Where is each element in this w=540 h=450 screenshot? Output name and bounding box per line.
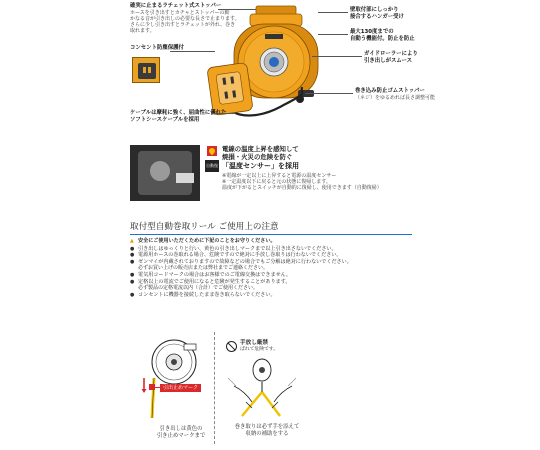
callout-angle-body: 自動う機能付。防止を防止 — [350, 35, 415, 42]
list-item: ● 引き出しはゆっくりと行い、黄色の引き出しマークまで以上引き出さないでください。 — [130, 245, 337, 252]
prohibited-icon — [226, 341, 237, 352]
pull-mark-illustration — [140, 338, 204, 418]
hands-guide-illustration — [222, 356, 302, 418]
sensor-note-1: ※電線が一定以上に上昇すると電源の温度センサー — [222, 172, 337, 179]
caption-right-1: 巻き取りは必ず手を添えて — [234, 424, 300, 430]
ban-title: 手放し厳禁 — [240, 340, 268, 346]
callout-angle — [350, 29, 415, 42]
callout-guide-title: ガイドローラーにより — [364, 51, 418, 57]
sensor-photo — [130, 145, 200, 201]
list-sub-item: 必ずお買い上げの販売店または弊社までご連絡ください。 — [138, 265, 269, 272]
caution-intro-row — [130, 238, 412, 245]
leader-line — [318, 34, 348, 35]
callout-guide — [364, 51, 418, 64]
sensor-note-3: 温度が下がるとスイッチが自動的に復帰し、使用できます（自動復帰） — [222, 185, 382, 192]
callout-rubber-body: （ネジ）をゆるめれば長さ調整可能 — [355, 94, 436, 101]
leader-line — [170, 51, 215, 52]
leader-line — [318, 12, 348, 13]
callout-rubber — [355, 88, 435, 101]
callout-cable-title: ケーブルは摩耗に強く、屈曲性に優れた — [130, 110, 227, 116]
ban-sub: ぱれて危険です。 — [240, 347, 278, 352]
bullet-icon: ● — [130, 245, 135, 252]
caption-left-2: 引き止めマークまで — [156, 433, 206, 439]
list-item: ● ゼンマイが内蔵されておりますので故障などの場合でもご分解は絶対に行わないでください。 — [130, 258, 352, 265]
ban-label — [240, 340, 278, 353]
sensor-line-2: 焼損・火災の危険を防ぐ — [222, 153, 293, 162]
sensor-line-3: 「温度センサー」を採用 — [222, 161, 299, 170]
callout-ratchet-title: 確実に止まるラチェット式ストッパー — [130, 3, 222, 9]
list-item: ● 電気用コードマークの場合はお客様でのご電線交換はできません。 — [130, 271, 292, 278]
bullet-icon: ● — [130, 258, 135, 265]
caption-left-1: 引き出しは黄色の — [159, 426, 203, 432]
callout-cable-body: ソフトシースケーブルを採用 — [130, 116, 200, 123]
sensor-line-1: 電線の温度上昇を感知して — [222, 145, 299, 153]
pull-mark-label: 引出止めマーク — [160, 384, 201, 392]
sensor-text — [222, 145, 382, 191]
title-underline — [130, 234, 412, 235]
list-item: ● コンセントに機器を接続したまま巻き取らないでください。 — [130, 291, 276, 298]
caution-list — [130, 238, 412, 298]
callout-ratchet — [130, 3, 240, 34]
callout-cable — [130, 110, 250, 123]
leader-line — [152, 387, 160, 388]
bullet-icon: ● — [130, 291, 135, 298]
list-item: ● 定格以上の電流でご使用になると危険が発生することがあります。 — [130, 278, 291, 285]
callout-angle-title: 最大130度までの — [350, 29, 394, 35]
leader-line — [312, 56, 362, 57]
figure-divider — [214, 332, 215, 444]
leader-line — [305, 93, 353, 94]
caption-right — [222, 424, 312, 438]
callout-guide-body: 引き出しがスムース — [364, 57, 412, 64]
auto-reset-label: 自動復帰 — [205, 160, 219, 172]
caution-intro: 安全にご使用いただくために下記のことをお守りください。 — [138, 238, 276, 244]
caption-left — [146, 426, 216, 440]
bullet-icon: ● — [130, 271, 135, 278]
sensor-note-2: ※一定温度以下に戻ると元の状態に復帰します。 — [222, 179, 331, 186]
callout-bracket-body: 接合するハンガー受け — [350, 13, 404, 20]
caution-title: 取付型自動巻取リール ご使用上の注意 — [130, 222, 279, 232]
callout-outlet-title: コンセント防塵保護付 — [130, 45, 184, 51]
list-sub-item: 必ず製品の定格電流以内（合計）でご使用ください。 — [138, 285, 259, 292]
callout-bracket — [350, 7, 404, 20]
outlet-closeup-image — [132, 57, 160, 83]
callout-ratchet-body: ホースを引き出すとカチャとストッパーの動 かなる音が引き出しの必要な長さで止まります。 さらに少し引き出すとラチェットが外れ、巻き取れます。 — [130, 9, 240, 35]
leader-line — [212, 113, 234, 114]
bullet-icon: ● — [130, 278, 135, 285]
fire-warning-icon — [207, 146, 217, 156]
bullet-icon: ● — [130, 252, 135, 259]
callout-rubber-title: 巻き込み防止ゴムストッパー — [355, 88, 425, 94]
caption-right-2: 収納の補助をする — [245, 431, 289, 437]
warning-icon: ▲ — [130, 238, 134, 244]
callout-bracket-title: 壁取付部にしっかり — [350, 7, 399, 13]
list-item: ● 電源用ホースの巻取れる場合、危険ですので絶対に手放し巻取りは行わないでください。 — [130, 252, 342, 259]
